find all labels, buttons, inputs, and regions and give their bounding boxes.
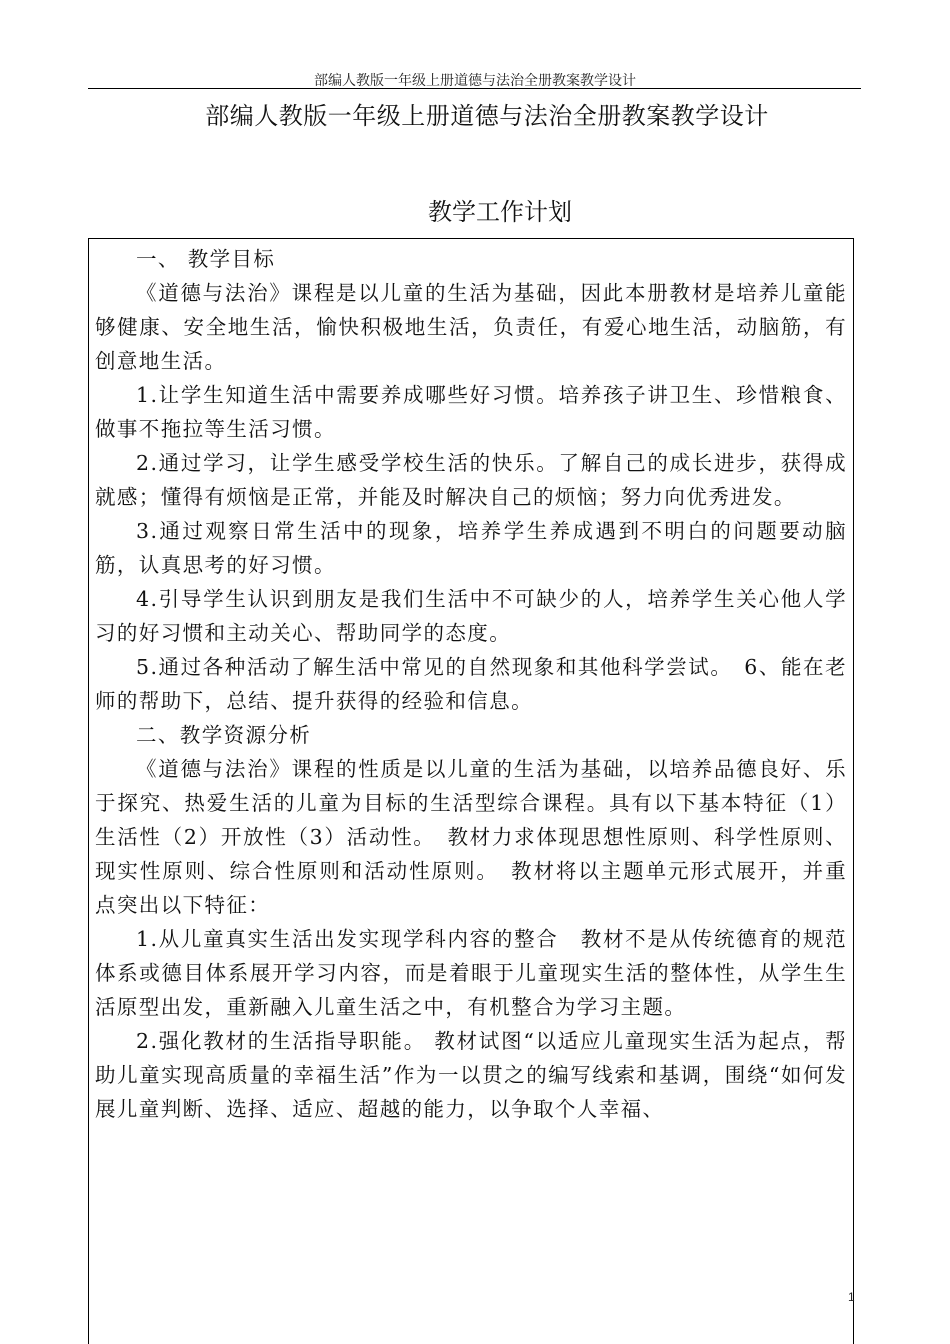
goal-item-3: 3.通过观察日常生活中的现象，培养学生养成遇到不明白的问题要动脑筋，认真思考的好习惯。 [95,519,847,577]
goal-item-1: 1.让学生知道生活中需要养成哪些好习惯。培养孩子讲卫生、珍惜粮食、做事不拖拉等生活习惯。 [95,383,847,441]
content-table [88,238,854,1344]
heading-teaching-goals: 一、 教学目标 [136,247,276,271]
heading-resource-analysis: 二、教学资源分析 [136,723,312,747]
feature-item-2: 2.强化教材的生活指导职能。 教材试图“以适应儿童现实生活为起点，帮助儿童实现高质量的幸福生活”作为一以贯之的编写线索和基调，围绕“如何发展儿童判断、选择、适应、超越的能力，以争取个人幸福、 [95,1029,847,1121]
goal-item-2: 2.通过学习，让学生感受学校生活的快乐。了解自己的成长进步，获得成就感；懂得有烦恼是正常，并能及时解决自己的烦恼；努力向优秀进发。 [95,451,847,509]
feature-item-1: 1.从儿童真实生活出发实现学科内容的整合 教材不是从传统德育的规范体系或德目体系展开学习内容，而是着眼于儿童现实生活的整体性，从学生生活原型出发，重新融入儿童生活之中，有机整合为学习主题。 [95,927,847,1019]
header-rule [88,88,861,89]
section-title: 教学工作计划 [428,198,572,226]
page-number: 1 [848,1290,855,1304]
document-title: 部编人教版一年级上册道德与法治全册教案教学设计 [205,102,769,130]
goal-item-5: 5.通过各种活动了解生活中常见的自然现象和其他科学尝试。 6、能在老师的帮助下，总结、提升获得的经验和信息。 [95,655,847,713]
content-body [95,242,847,1126]
goal-item-4: 4.引导学生认识到朋友是我们生活中不可缺少的人，培养学生关心他人学习的好习惯和主动关心、帮助同学的态度。 [95,587,847,645]
running-header: 部编人教版一年级上册道德与法治全册教案教学设计 [314,73,636,89]
paragraph: 《道德与法治》课程是以儿童的生活为基础，因此本册教材是培养儿童能够健康、安全地生活，愉快积极地生活，负责任，有爱心地生活，动脑筋，有创意地生活。 [95,281,847,373]
paragraph: 《道德与法治》课程的性质是以儿童的生活为基础，以培养品德良好、乐于探究、热爱生活的儿童为目标的生活型综合课程。具有以下基本特征（1）生活性（2）开放性（3）活动性。 教材力求体现思想性原则、科学性原则、现实性原则、综合性原则和活动性原则。 教材将以主题单元形式展开，并重点突出以下特征： [95,757,847,917]
